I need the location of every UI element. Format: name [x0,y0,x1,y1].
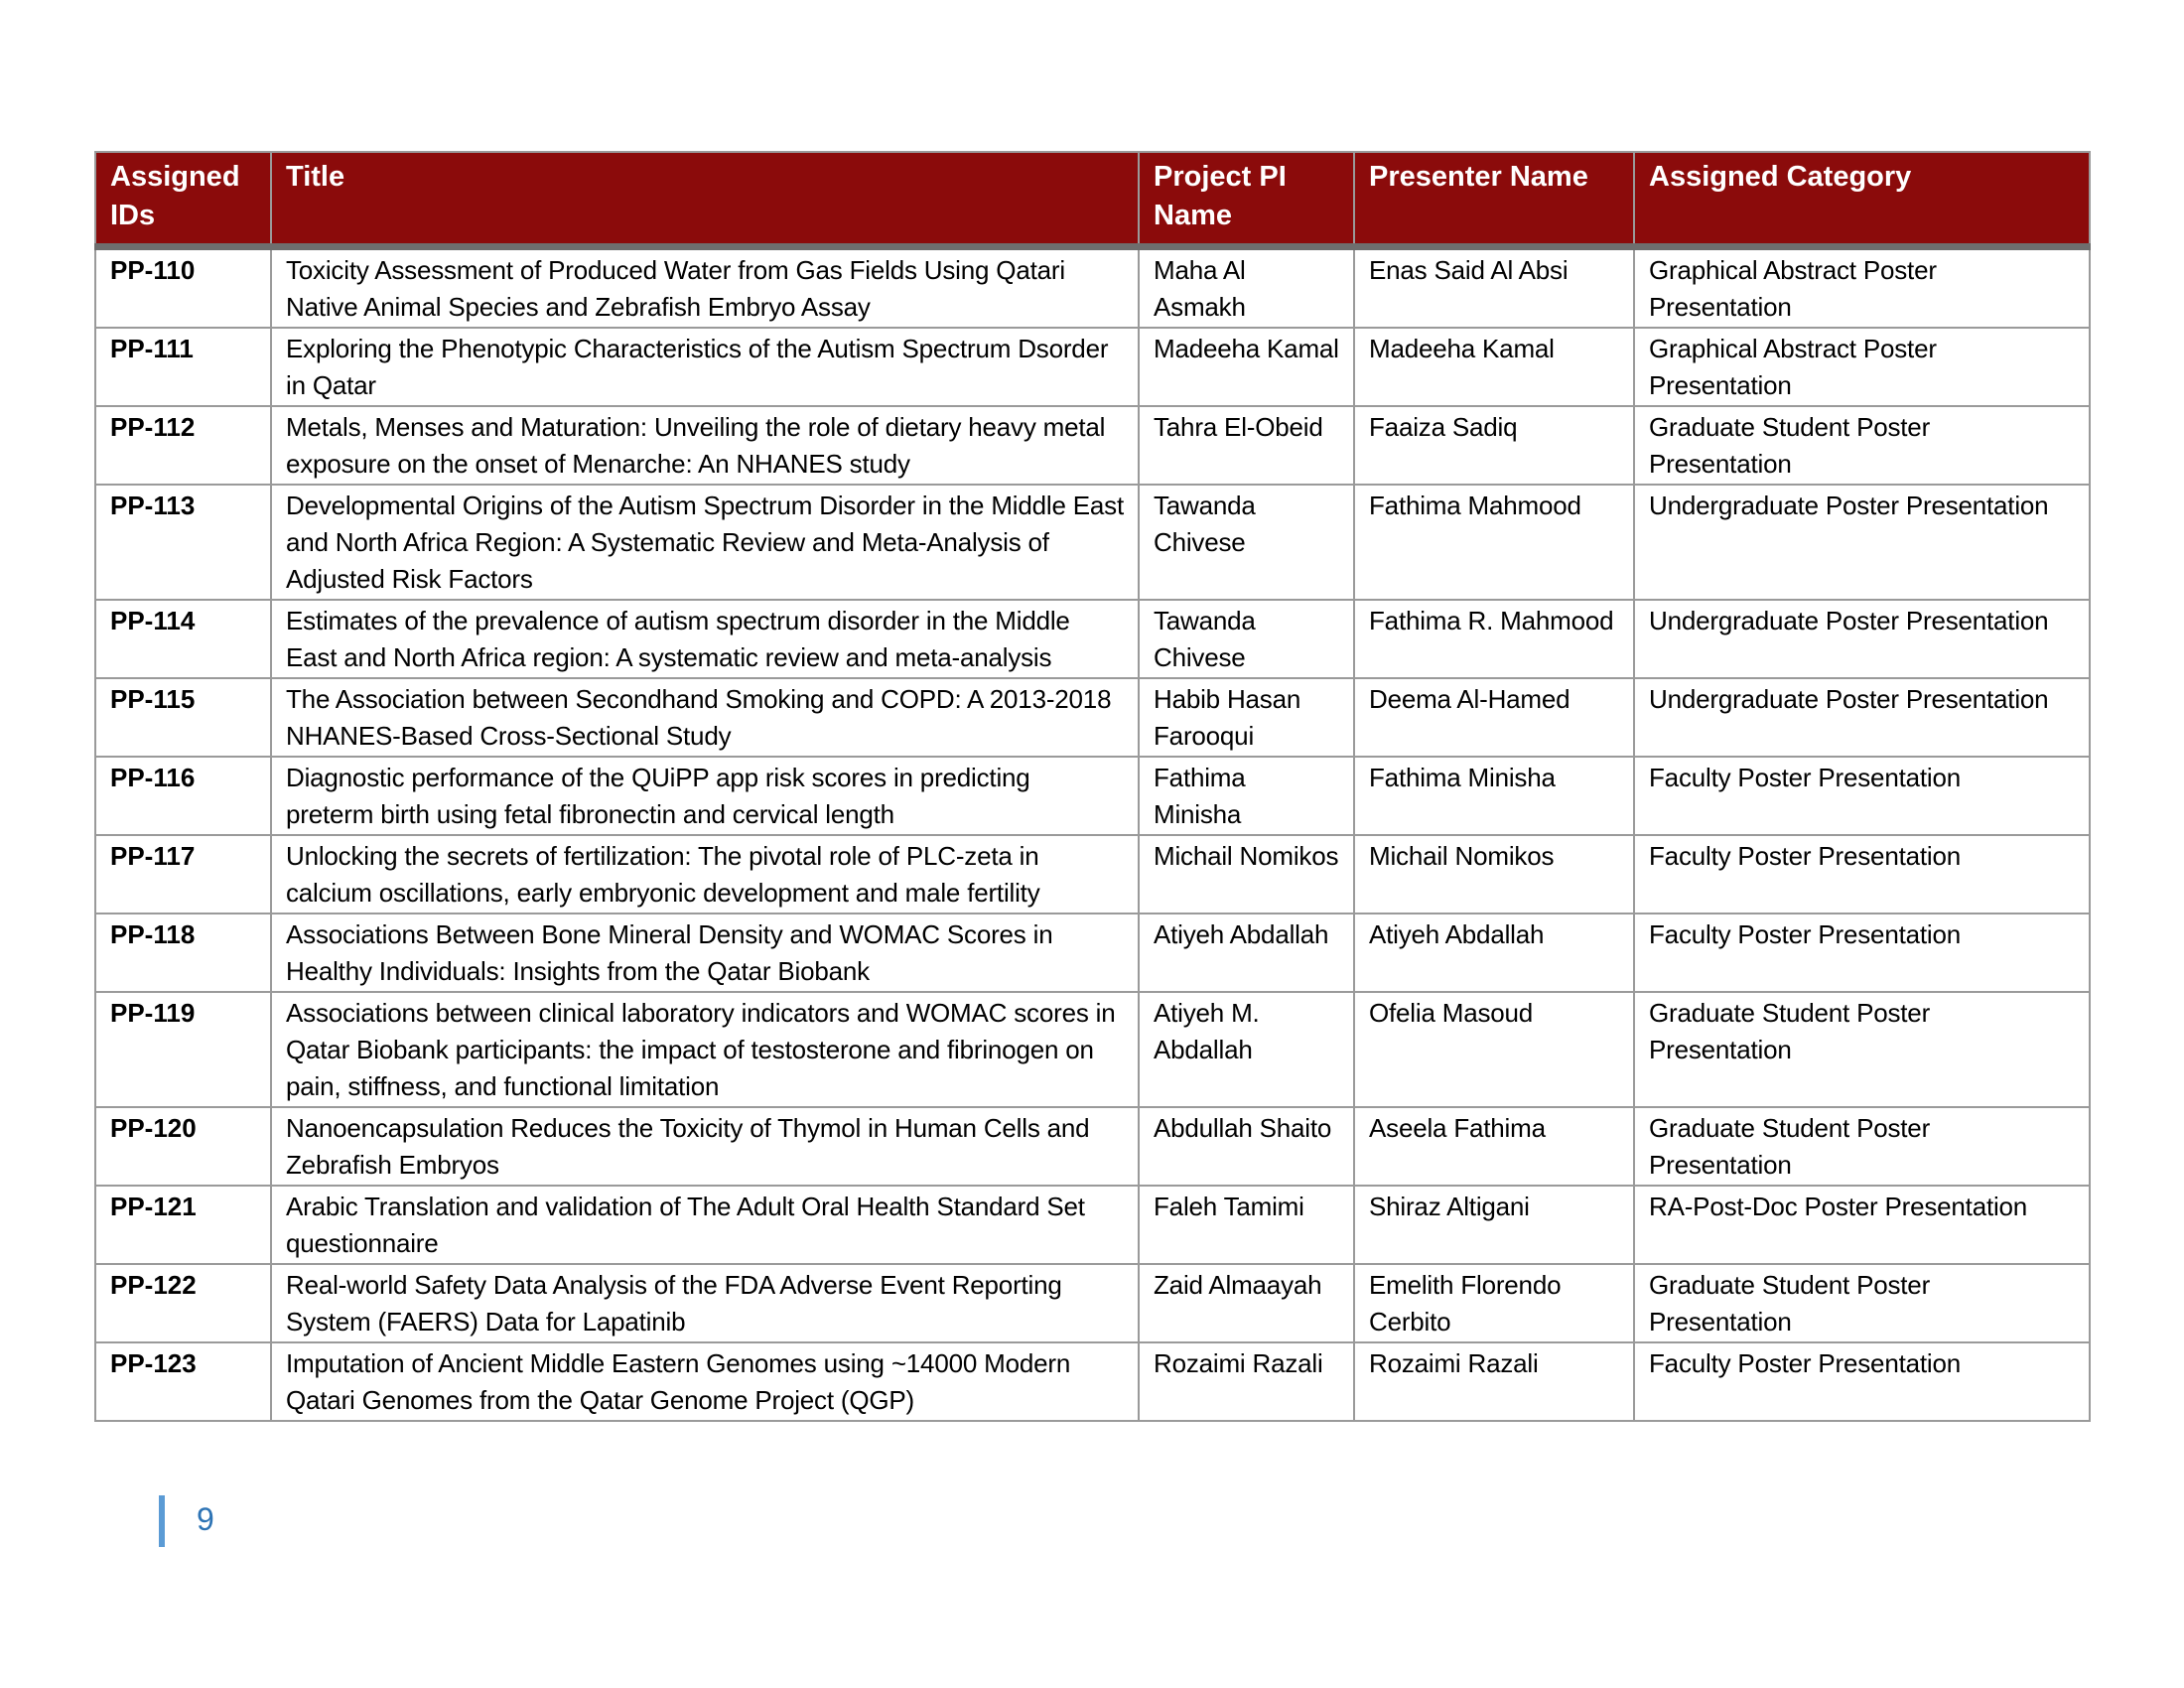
column-header-project-pi-name: Project PI Name [1139,152,1354,247]
cell-pi-name: Michail Nomikos [1139,835,1354,914]
cell-pi-name: Habib Hasan Farooqui [1139,678,1354,757]
cell-assigned-id: PP-112 [95,406,271,485]
cell-title: Estimates of the prevalence of autism spectrum disorder in the Middle East and North Africa region: A systematic review and meta-analysis [271,600,1139,678]
cell-presenter-name: Madeeha Kamal [1354,328,1634,406]
column-header-assigned-category: Assigned Category [1634,152,2090,247]
cell-title: Associations Between Bone Mineral Density and WOMAC Scores in Healthy Individuals: Insights from the Qatar Biobank [271,914,1139,992]
cell-presenter-name: Deema Al-Hamed [1354,678,1634,757]
cell-title: Exploring the Phenotypic Characteristics of the Autism Spectrum Dsorder in Qatar [271,328,1139,406]
table-row [95,757,2090,835]
table-row [95,678,2090,757]
cell-title: Nanoencapsulation Reduces the Toxicity of Thymol in Human Cells and Zebrafish Embryos [271,1107,1139,1186]
table-row [95,485,2090,600]
cell-presenter-name: Faaiza Sadiq [1354,406,1634,485]
cell-category: Graduate Student Poster Presentation [1634,406,2090,485]
cell-presenter-name: Fathima Mahmood [1354,485,1634,600]
table-row [95,1264,2090,1342]
table-row [95,1186,2090,1264]
cell-pi-name: Tawanda Chivese [1139,485,1354,600]
cell-category: Undergraduate Poster Presentation [1634,678,2090,757]
cell-pi-name: Abdullah Shaito [1139,1107,1354,1186]
cell-category: Graduate Student Poster Presentation [1634,1107,2090,1186]
cell-pi-name: Atiyeh M. Abdallah [1139,992,1354,1107]
column-header-assigned-ids: Assigned IDs [95,152,271,247]
table-row [95,914,2090,992]
cell-assigned-id: PP-114 [95,600,271,678]
cell-pi-name: Fathima Minisha [1139,757,1354,835]
cell-assigned-id: PP-117 [95,835,271,914]
cell-title: Associations between clinical laboratory indicators and WOMAC scores in Qatar Biobank participants: the impact of testosterone and fibrinogen on pain, stiffness, and functional limitation [271,992,1139,1107]
cell-title: Toxicity Assessment of Produced Water from Gas Fields Using Qatari Native Animal Species and Zebrafish Embryo Assay [271,247,1139,329]
table-row [95,328,2090,406]
cell-pi-name: Faleh Tamimi [1139,1186,1354,1264]
cell-title: The Association between Secondhand Smoking and COPD: A 2013-2018 NHANES-Based Cross-Sectional Study [271,678,1139,757]
cell-assigned-id: PP-113 [95,485,271,600]
cell-pi-name: Tawanda Chivese [1139,600,1354,678]
cell-presenter-name: Michail Nomikos [1354,835,1634,914]
cell-pi-name: Maha Al Asmakh [1139,247,1354,329]
presentations-table [94,151,2091,1422]
cell-category: Undergraduate Poster Presentation [1634,485,2090,600]
cell-assigned-id: PP-123 [95,1342,271,1421]
table-row [95,1107,2090,1186]
cell-title: Imputation of Ancient Middle Eastern Genomes using ~14000 Modern Qatari Genomes from the Qatar Genome Project (QGP) [271,1342,1139,1421]
cell-assigned-id: PP-120 [95,1107,271,1186]
cell-assigned-id: PP-122 [95,1264,271,1342]
cell-presenter-name: Atiyeh Abdallah [1354,914,1634,992]
cell-category: Faculty Poster Presentation [1634,757,2090,835]
cell-pi-name: Rozaimi Razali [1139,1342,1354,1421]
cell-category: Undergraduate Poster Presentation [1634,600,2090,678]
cell-assigned-id: PP-111 [95,328,271,406]
cell-presenter-name: Aseela Fathima [1354,1107,1634,1186]
cell-category: RA-Post-Doc Poster Presentation [1634,1186,2090,1264]
cell-category: Faculty Poster Presentation [1634,914,2090,992]
table-row [95,406,2090,485]
cell-pi-name: Tahra El-Obeid [1139,406,1354,485]
cell-title: Arabic Translation and validation of The Adult Oral Health Standard Set questionnaire [271,1186,1139,1264]
cell-pi-name: Atiyeh Abdallah [1139,914,1354,992]
cell-assigned-id: PP-115 [95,678,271,757]
table-row [95,992,2090,1107]
cell-title: Developmental Origins of the Autism Spectrum Disorder in the Middle East and North Africa Region: A Systematic Review and Meta-Analysis of Adjusted Risk Factors [271,485,1139,600]
cell-assigned-id: PP-110 [95,247,271,329]
cell-category: Graphical Abstract Poster Presentation [1634,328,2090,406]
cell-title: Metals, Menses and Maturation: Unveiling the role of dietary heavy metal exposure on the onset of Menarche: An NHANES study [271,406,1139,485]
cell-title: Diagnostic performance of the QUiPP app risk scores in predicting preterm birth using fetal fibronectin and cervical length [271,757,1139,835]
cell-category: Graphical Abstract Poster Presentation [1634,247,2090,329]
cell-assigned-id: PP-118 [95,914,271,992]
table-row [95,247,2090,329]
page-footer [159,1495,214,1547]
page-number: 9 [197,1501,214,1537]
cell-presenter-name: Shiraz Altigani [1354,1186,1634,1264]
cell-category: Graduate Student Poster Presentation [1634,992,2090,1107]
cell-assigned-id: PP-121 [95,1186,271,1264]
cell-presenter-name: Emelith Florendo Cerbito [1354,1264,1634,1342]
table-row [95,835,2090,914]
cell-pi-name: Madeeha Kamal [1139,328,1354,406]
cell-presenter-name: Fathima Minisha [1354,757,1634,835]
cell-presenter-name: Enas Said Al Absi [1354,247,1634,329]
cell-title: Real-world Safety Data Analysis of the FDA Adverse Event Reporting System (FAERS) Data for Lapatinib [271,1264,1139,1342]
table-row [95,1342,2090,1421]
cell-category: Faculty Poster Presentation [1634,1342,2090,1421]
cell-title: Unlocking the secrets of fertilization: The pivotal role of PLC-zeta in calcium oscillations, early embryonic development and male fertility [271,835,1139,914]
cell-category: Faculty Poster Presentation [1634,835,2090,914]
table-body [95,247,2090,1422]
cell-presenter-name: Rozaimi Razali [1354,1342,1634,1421]
cell-assigned-id: PP-119 [95,992,271,1107]
table-row [95,600,2090,678]
column-header-title: Title [271,152,1139,247]
column-header-presenter-name: Presenter Name [1354,152,1634,247]
cell-pi-name: Zaid Almaayah [1139,1264,1354,1342]
table-header-row [95,152,2090,247]
cell-presenter-name: Fathima R. Mahmood [1354,600,1634,678]
cell-category: Graduate Student Poster Presentation [1634,1264,2090,1342]
cell-presenter-name: Ofelia Masoud [1354,992,1634,1107]
page-number-accent-bar [159,1495,165,1547]
cell-assigned-id: PP-116 [95,757,271,835]
